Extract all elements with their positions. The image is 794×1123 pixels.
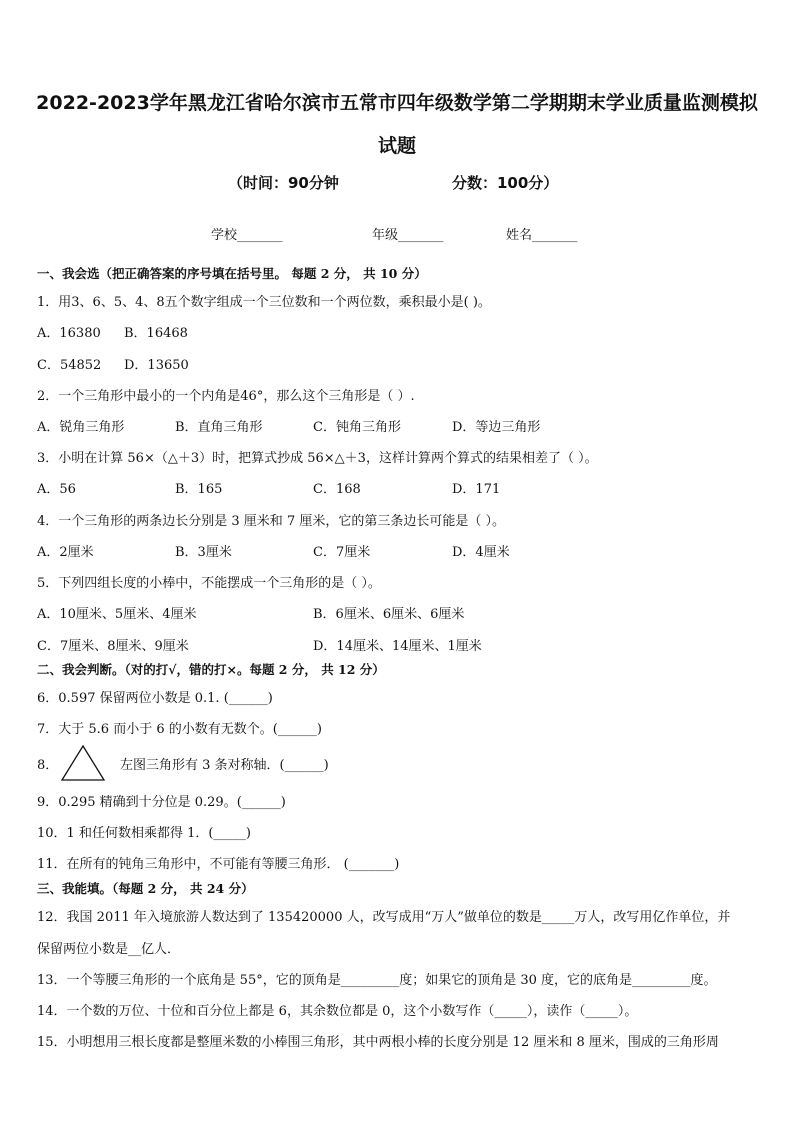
question-1: 1．用3、6、5、4、8五个数字组成一个三位数和一个两位数，乘积最小是( )。 — [37, 295, 491, 310]
name-field: 姓名_______ — [506, 228, 578, 243]
question-5: 5．下列四组长度的小棒中，不能摆成一个三角形的是（ ）。 — [37, 576, 381, 591]
question-14: 14．一个数的万位、十位和百分位上都是 6，其余数位都是 0，这个小数写作（_____），读作（_____）。 — [37, 1004, 638, 1019]
q1-option-c: C．54852 — [37, 358, 102, 373]
q2-option-d: D．等边三角形 — [452, 420, 541, 435]
question-12-line2: 保留两位小数是__亿人． — [37, 942, 181, 957]
q2-option-a: A．锐角三角形 — [37, 420, 125, 435]
question-12-line1: 12．我国 2011 年入境旅游人数达到了 135420000 人，改写成用“万人”做单位的数是_____万人，改写用亿作单位，并 — [37, 910, 731, 925]
q4-option-d: D．4厘米 — [452, 545, 510, 560]
exam-time: （时间：90分钟 — [228, 174, 339, 192]
question-15: 15．小明想用三根长度都是整厘米数的小棒围三角形，其中两根小棒的长度分别是 12 厘米和 8 厘米，围成的三角形周 — [37, 1035, 719, 1050]
page-title-line2: 试题 — [377, 135, 416, 157]
q5-option-b: B．6厘米、6厘米、6厘米 — [313, 607, 465, 622]
question-2: 2．一个三角形中最小的一个内角是46°，那么这个三角形是（ ）. — [37, 389, 415, 404]
q3-option-a: A．56 — [37, 482, 76, 497]
question-9: 9．0.295 精确到十分位是 0.29。(______) — [37, 795, 286, 810]
question-8: 左图三角形有 3 条对称轴．(______) — [120, 758, 329, 773]
question-10: 10．1 和任何数相乘都得 1．(_____) — [37, 826, 251, 841]
grade-field: 年级_______ — [372, 228, 444, 243]
q4-option-c: C．7厘米 — [313, 545, 371, 560]
q2-option-c: C．钝角三角形 — [313, 420, 401, 435]
q1-option-b: B．16468 — [124, 326, 188, 341]
q4-option-a: A．2厘米 — [37, 545, 94, 560]
q2-option-b: B．直角三角形 — [175, 420, 263, 435]
section1-heading: 一、我会选（把正确答案的序号填在括号里。 每题 2 分， 共 10 分） — [37, 266, 427, 281]
q5-option-d: D．14厘米、14厘米、1厘米 — [313, 639, 482, 654]
section2-heading: 二、我会判断。（对的打√，错的打×。每题 2 分， 共 12 分） — [37, 662, 385, 677]
triangle-figure — [60, 744, 106, 782]
exam-score: 分数：100分） — [452, 174, 559, 192]
q5-option-a: A．10厘米、5厘米、4厘米 — [37, 607, 197, 622]
question-8-number: 8． — [37, 758, 59, 773]
question-4: 4．一个三角形的两条边长分别是 3 厘米和 7 厘米，它的第三条边长可能是（ ）。 — [37, 514, 505, 529]
question-7: 7．大于 5.6 而小于 6 的小数有无数个。(______) — [37, 722, 322, 737]
page-title-line1: 2022-2023学年黑龙江省哈尔滨市五常市四年级数学第二学期期末学业质量监测模拟 — [36, 92, 758, 114]
question-3: 3．小明在计算 56×（△＋3）时，把算式抄成 56×△＋3，这样计算两个算式的结果相差了（ ）。 — [37, 451, 598, 466]
q3-option-b: B．165 — [175, 482, 223, 497]
q1-option-d: D．13650 — [124, 358, 189, 373]
q4-option-b: B．3厘米 — [175, 545, 232, 560]
school-field: 学校_______ — [211, 228, 283, 243]
q3-option-d: D．171 — [452, 482, 501, 497]
section3-heading: 三、我能填。（每题 2 分， 共 24 分） — [37, 881, 254, 896]
q1-option-a: A．16380 — [37, 326, 101, 341]
question-11: 11．在所有的钝角三角形中，不可能有等腰三角形． (_______) — [37, 857, 400, 872]
question-13: 13．一个等腰三角形的一个底角是 55°，它的顶角是_________度；如果它的顶角是 30 度，它的底角是_________度。 — [37, 973, 717, 988]
q3-option-c: C．168 — [313, 482, 361, 497]
q5-option-c: C．7厘米、8厘米、9厘米 — [37, 639, 189, 654]
question-6: 6．0.597 保留两位小数是 0.1. (______) — [37, 691, 273, 706]
